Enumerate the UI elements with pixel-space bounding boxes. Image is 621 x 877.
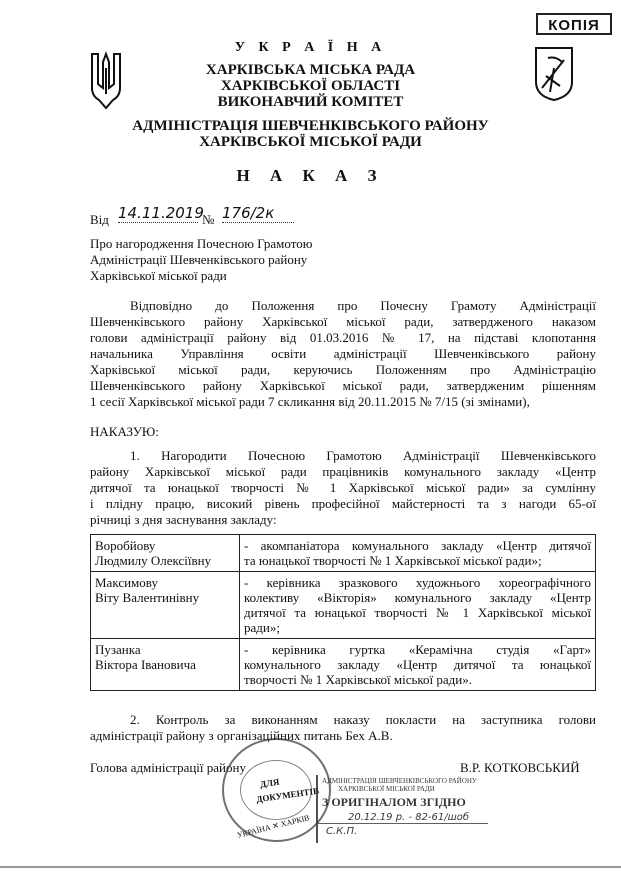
number-label: № — [202, 212, 215, 227]
preamble-line: 1 сесії Харківської міської ради 7 скликання від 20.11.2015 № 7/15 (зі змінами), — [90, 394, 530, 409]
preamble-line: голови адміністрації району від 01.03.2016 № 17, на підставі клопотання — [90, 330, 596, 345]
admin-heading-2: ХАРКІВСЬКОЇ МІСЬКОЇ РАДИ — [199, 134, 422, 150]
awardee-name-cell — [91, 572, 240, 639]
subject-line: Про нагородження Почесною Грамотою — [90, 236, 313, 251]
preamble-line: начальника Управління освіти адміністрації Шевченківського району — [90, 346, 596, 361]
seal-text: ДОКУМЕНТІВ — [255, 785, 320, 805]
role-line: колективу «Вікторія» комунального закладу «Центр — [244, 590, 591, 605]
role-line: творчості № 1 Харківської міської ради». — [244, 672, 472, 687]
stamp-title: З ОРИГІНАЛОМ ЗГІДНО — [322, 795, 466, 809]
council-heading-1: ХАРКІВСЬКА МІСЬКА РАДА — [205, 62, 416, 78]
role-line: - акомпаніатора комунального закладу «Центр дитячої — [244, 538, 591, 553]
preamble-line: Харківської міської ради, керуючись Положенням про Адміністрацію — [90, 362, 596, 377]
awardees-table — [90, 534, 596, 691]
stamp-handwritten-date: 20.12.19 р. - 82-61/шоб — [318, 812, 488, 824]
role-line: комунального закладу «Центр дитячої та юнацької — [244, 657, 591, 672]
awardee-name-cell — [91, 639, 240, 691]
document-type-title: Н А К А З — [236, 166, 385, 185]
preamble-line: Шевченківського району Харківської міської ради, затвердженого наказом — [90, 314, 596, 329]
page-bottom-divider — [0, 866, 621, 868]
awardee-given-names: Людмилу Олексіївну — [95, 553, 212, 568]
awardee-role-cell — [240, 572, 596, 639]
awardee-surname: Максимову — [95, 575, 158, 590]
item1-line: дитячої та юнацької творчості № 1 Харківської міської ради» за сумлінну — [90, 480, 596, 495]
awardee-surname: Воробйову — [95, 538, 156, 553]
seal-text: ДЛЯ — [259, 776, 281, 790]
role-line: - керівника гуртка «Керамічна студія «Гарт» — [244, 642, 591, 657]
awardee-given-names: Віту Валентинівну — [95, 590, 200, 605]
subject-block — [90, 236, 390, 284]
item2-line: 2. Контроль за виконанням наказу покласти на заступника голови — [130, 712, 596, 727]
preamble — [90, 298, 596, 410]
awardee-name-cell — [91, 535, 240, 572]
order-item-2 — [90, 712, 596, 744]
item2-line: адміністрації району з організаційних питань Бех А.В. — [90, 728, 393, 743]
item1-line: річниці з дня заснування закладу: — [90, 512, 277, 527]
subject-line: Харківської міської ради — [90, 268, 227, 283]
stamp-handwritten-sign: С.К.П. — [326, 826, 358, 837]
country-heading: У К Р А Ї Н А — [234, 40, 387, 55]
preamble-line: Шевченківського району Харківської міської ради, затвердженим рішенням — [90, 378, 596, 393]
table-row — [91, 572, 596, 639]
table-row — [91, 535, 596, 572]
role-line: - керівника зразкового художнього хореографічного — [244, 575, 591, 590]
seal-text: УКРАЇНА ✕ ХАРКІВ — [236, 813, 311, 840]
stamp-header: АДМІНІСТРАЦІЯ ШЕВЧЕНКІВСЬКОГО РАЙОНУ — [322, 777, 477, 785]
council-heading-2: ХАРКІВСЬКОЇ ОБЛАСТІ — [220, 78, 401, 94]
table-row — [91, 639, 596, 691]
awardee-surname: Пузанка — [95, 642, 141, 657]
date-from-label: Від — [90, 212, 109, 227]
subject-line: Адміністрації Шевченківського району — [90, 252, 308, 267]
order-item-1 — [90, 448, 596, 528]
document-date: 14.11.2019 — [118, 204, 204, 222]
item1-line: і плідну працю, високий рівень професійної майстерності та з нагоди 65-ої — [90, 496, 596, 511]
order-word: НАКАЗУЮ: — [90, 424, 159, 439]
council-heading-3: ВИКОНАВЧИЙ КОМІТЕТ — [217, 94, 404, 110]
signatory-name: В.Р. КОТКОВСЬКИЙ — [460, 760, 580, 775]
role-line: дитячої та юнацької творчості № 1 Харківської міської — [244, 605, 591, 620]
awardee-role-cell — [240, 639, 596, 691]
stamp-header: ХАРКІВСЬКОЇ МІСЬКОЇ РАДИ — [338, 785, 435, 793]
document-number: 176/2к — [222, 204, 294, 223]
certification-stamp — [316, 775, 498, 843]
copy-stamp: КОПІЯ — [536, 13, 612, 35]
signatory-position: Голова адміністрації району — [90, 760, 246, 775]
item1-line: 1. Нагородити Почесною Грамотою Адміністрації Шевченківського — [130, 448, 596, 463]
admin-heading-1: АДМІНІСТРАЦІЯ ШЕВЧЕНКІВСЬКОГО РАЙОНУ — [132, 118, 489, 134]
preamble-line: Відповідно до Положення про Почесну Грамоту Адміністрації — [130, 298, 596, 313]
role-line: ради»; — [244, 620, 280, 635]
awardee-given-names: Віктора Івановича — [95, 657, 196, 672]
awardee-role-cell — [240, 535, 596, 572]
role-line: та юнацької творчості № 1 Харківської міської ради»; — [244, 553, 542, 568]
item1-line: району Харківської міської ради працівників комунального закладу «Центр — [90, 464, 596, 479]
